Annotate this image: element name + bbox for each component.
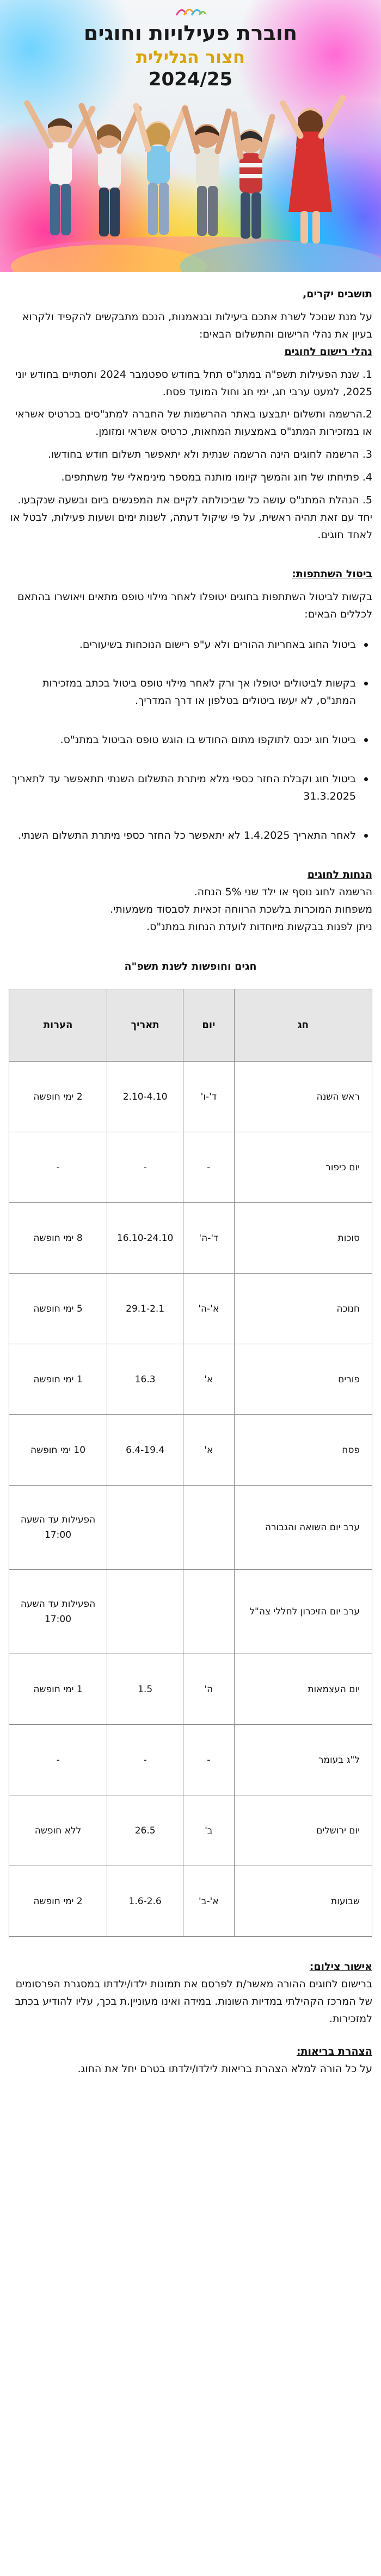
holiday-name: ראש השנה [234,1062,372,1132]
table-row [9,1203,372,1274]
holiday-notes: 2 ימי חופשה [9,1866,107,1937]
discount-line: ניתן לפנות בבקשות מיוחדות לועדת הנחות במתנ"ס. [146,920,372,933]
health-heading: הצהרת בריאות: [296,2045,372,2057]
holiday-date: 6.4-19.4 [107,1415,183,1486]
holiday-date: 1.5 [107,1654,183,1725]
holiday-notes: ללא חופשה [9,1795,107,1866]
content-body [0,272,381,2078]
photo-consent-heading: אישור צילום: [309,1961,372,1973]
table-row [9,1132,372,1203]
logo-icon [174,4,207,16]
holiday-day: א' [183,1344,234,1415]
table-row [9,1486,372,1570]
holiday-day: ד'-ו' [183,1062,234,1132]
intro-text: על מנת שנוכל לשרת אתכם ביעילות ובנאמנות, הנכם מתבקשים להקפיד ולקרוא בעיון את נהלי הרישום והתשלום הבאים: [22,310,372,340]
health-text: על כל הורה למלא הצהרת בריאות לילדו/ילדתו בטרם יחל את החוג. [77,2062,372,2075]
holiday-notes: הפעילות עד השעה 17:00 [9,1570,107,1654]
registration-heading: נהלי רישום לחוגים [284,345,372,358]
list-item: ביטול חוג יכנס לתוקפו מתום החודש בו הוגש טופס הביטול במתנ"ס. [9,732,356,749]
holiday-day: ה' [183,1654,234,1725]
discount-line: משפחות המוכרות בלשכת הרווחה זכאיות לסבסוד משמעותי. [110,903,372,915]
discounts-heading: הנחות לחוגים [307,868,372,881]
table-header-row [9,989,372,1062]
holiday-day: א' [183,1415,234,1486]
holiday-date: - [107,1132,183,1203]
holiday-date: 1.6-2.6 [107,1866,183,1937]
children-jumping-illustration [0,82,381,272]
holiday-name: חנוכה [234,1274,372,1344]
discount-line: הרשמה לחוג נוסף או ילד שני 5% הנחה. [194,885,372,898]
holiday-date: 16.3 [107,1344,183,1415]
holiday-date: 26.5 [107,1795,183,1866]
holiday-date: 2.10-4.10 [107,1062,183,1132]
holiday-name: יום כיפור [234,1132,372,1203]
holiday-date [107,1486,183,1570]
holiday-name: ל"ג בעומר [234,1725,372,1795]
holiday-notes: 1 ימי חופשה [9,1654,107,1725]
registration-item: 1. שנת הפעילות תשפ"ה במתנ"ס תחל בחודש ספטמבר 2024 ותסתיים בחודש יוני 2025, למעט ערבי חג, ימי חג וחול המועד פסח. [15,368,372,398]
holiday-notes: 1 ימי חופשה [9,1344,107,1415]
hero-banner [0,0,381,272]
holiday-name: פורים [234,1344,372,1415]
hero-title: חוברת פעילויות וחוגים [83,21,298,45]
list-item: ביטול החוג באחריות ההורים ולא ע"פ רישום הנוכחות בשיעורים. [9,637,356,654]
registration-item: 4. פתיחתו של חוג והמשך קיומו מותנה במספר מינימאלי של משתתפים. [61,471,372,484]
holiday-name: סוכות [234,1203,372,1274]
holiday-notes: 8 ימי חופשה [9,1203,107,1274]
holiday-day: - [183,1725,234,1795]
holiday-notes: - [9,1725,107,1795]
holiday-day [183,1570,234,1654]
holiday-day: א'-ה' [183,1274,234,1344]
holidays-table [9,989,372,1937]
list-item: בקשות לביטולים יטופלו אך ורק לאחר מילוי טופס ביטול בכתב במזכירות המתנ"ס, לא יעשו ביטולים בטלפון או דרך המדריך. [9,675,356,710]
cancellation-list [9,637,372,845]
hero-year: 2024/25 [148,68,233,90]
holiday-date [107,1570,183,1654]
holiday-date: - [107,1725,183,1795]
list-item: לאחר התאריך 1.4.2025 לא יתאפשר כל החזר כספי מיתרת התשלום השנתי. [9,827,356,845]
holiday-day [183,1486,234,1570]
holiday-date: 29.1-2.1 [107,1274,183,1344]
holiday-name: שבועות [234,1866,372,1937]
header-notes: הערות [9,989,107,1062]
holiday-name: ערב יום הזיכרון לחללי צה"ל [234,1570,372,1654]
table-row [9,1344,372,1415]
holiday-notes: 2 ימי חופשה [9,1062,107,1132]
holiday-name: פסח [234,1415,372,1486]
holiday-notes: הפעילות עד השעה 17:00 [9,1486,107,1570]
holiday-date: 16.10-24.10 [107,1203,183,1274]
table-row [9,1062,372,1132]
list-item: ביטול חוג וקבלת החזר כספי מלא מיתרת התשלום השנתי תתאפשר עד לתאריך 31.3.2025 [9,771,356,806]
header-date: תאריך [107,989,183,1062]
holiday-notes: 5 ימי חופשה [9,1274,107,1344]
registration-item: 2.הרשמה ותשלום יתבצעו באתר ההרשמות של החברה למתנ"סים בכרטיס אשראי או במזכירות המתנ"ס באמצעות המחאות, כרטיס אשראי ומזומן. [15,408,372,438]
table-row [9,1725,372,1795]
holiday-notes: - [9,1132,107,1203]
table-row [9,1654,372,1725]
header-day: יום [183,989,234,1062]
holiday-day: - [183,1132,234,1203]
holiday-day: ד'-ה' [183,1203,234,1274]
table-row [9,1866,372,1937]
holiday-day: ב' [183,1795,234,1866]
greeting: תושבים יקרים, [303,288,372,300]
registration-item: 5. הנהלת המתנ"ס עושה כל שביכולתה לקיים את המפגשים ביום ובשעה שנקבעו. יחד עם זאת תהיה ראשית, על פי שיקול דעתה, לשנות ימים ושעות פעילות, לבטל או לאחד חוגים. [10,494,372,541]
holidays-table-title: חגים וחופשות לשנת תשפ"ה [124,960,257,973]
registration-item: 3. הרשמה לחוגים הינה הרשמה שנתית ולא יתאפשר תשלום חודש בחודשו. [47,448,372,461]
table-row [9,1795,372,1866]
photo-consent-text: ברישום לחוגים ההורה מאשר/ת לפרסם את תמונות ילדו/ילדתו במסגרת הפרסומים של המרכז הקהילתי במדיות השונות. במידה ואינו מעוניין.ת בכך, עליו להודיע בכתב למזכירות. [15,1978,372,2025]
table-row [9,1415,372,1486]
header-name: חג [234,989,372,1062]
table-row [9,1570,372,1654]
holiday-notes: 10 ימי חופשה [9,1415,107,1486]
hero-subtitle: חצור הגלילית [136,47,245,67]
table-row [9,1274,372,1344]
holiday-name: ערב יום השואה והגבורה [234,1486,372,1570]
holiday-name: יום העצמאות [234,1654,372,1725]
cancellation-heading: ביטול השתתפות: [292,567,372,580]
holiday-day: א'-ב' [183,1866,234,1937]
cancellation-text: בקשות לביטול השתתפות בחוגים יטופלו לאחר מילוי טופס מתאים ויאושרו בהתאם לכללים הבאים: [17,590,372,620]
holiday-name: יום ירושלים [234,1795,372,1866]
